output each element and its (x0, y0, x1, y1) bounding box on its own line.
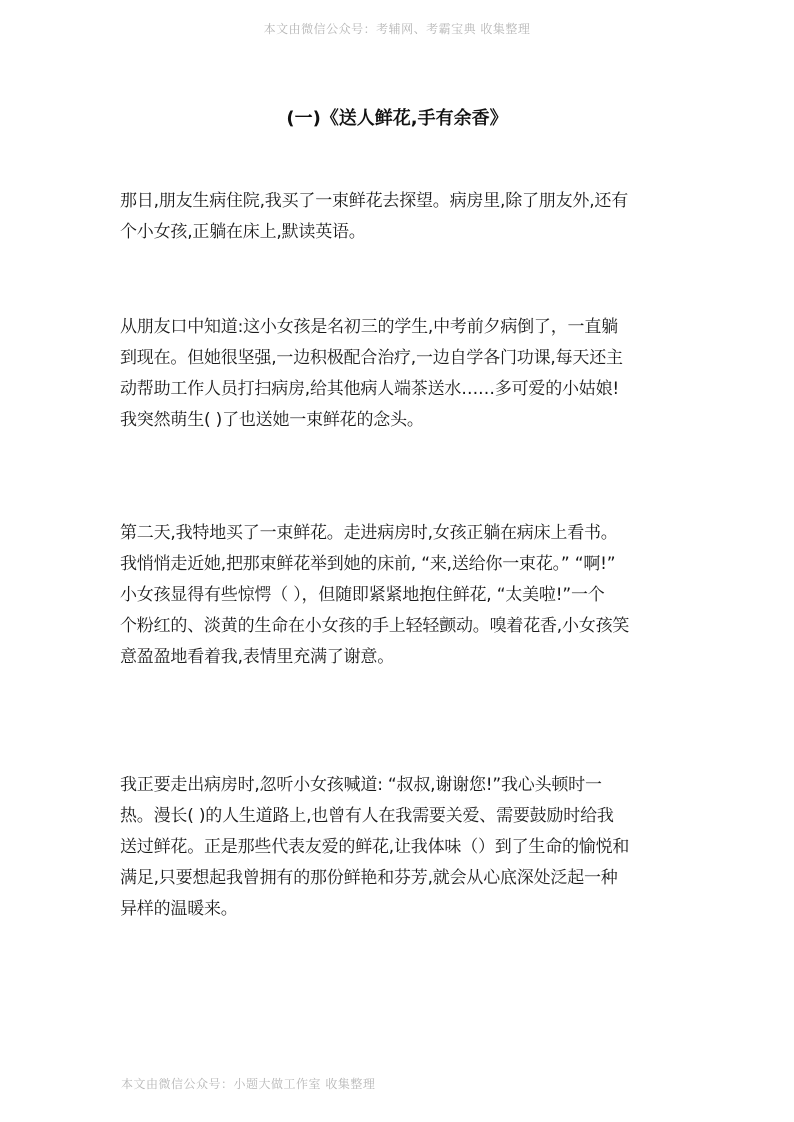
paragraph-line: 动帮助工作人员打扫病房,给其他病人端茶送水……多可爱的小姑娘! (120, 379, 620, 399)
footer-watermark: 本文由微信公众号：小题大做工作室 收集整理 (121, 1077, 376, 1091)
paragraph-line: 意盈盈地看着我,表情里充满了谢意。 (120, 647, 395, 667)
paragraph-line: 我悄悄走近她,把那束鲜花举到她的床前, “来,送给你一束花。” “啊!” (120, 554, 616, 574)
paragraph-line: 异样的温暖来。 (120, 899, 238, 919)
paragraph-line: 个小女孩,正躺在床上,默读英语。 (120, 222, 366, 242)
paragraph-line: 我正要走出病房时,忽听小女孩喊道: “叔叔,谢谢您!”我心头顿时一 (120, 775, 602, 795)
paragraph-line: 热。漫长( )的人生道路上,也曾有人在我需要关爱、需要鼓励时给我 (120, 806, 614, 826)
paragraph-line: 个粉红的、淡黄的生命在小女孩的手上轻轻颤动。嗅着花香,小女孩笑 (120, 616, 630, 636)
paragraph-1 (120, 186, 676, 248)
paragraph-line: 我突然萌生( )了也送她一束鲜花的念头。 (120, 410, 424, 430)
paragraph-line: 到现在。但她很坚强,一边积极配合治疗,一边自学各门功课,每天还主 (120, 348, 623, 368)
paragraph-2 (120, 312, 676, 436)
header-watermark: 本文由微信公众号：考辅网、考霸宝典 收集整理 (263, 22, 531, 36)
paragraph-line: 送过鲜花。正是那些代表友爱的鲜花,让我体味（）到了生命的愉悦和 (120, 837, 630, 857)
paragraph-line: 那日,朋友生病住院,我买了一束鲜花去探望。病房里,除了朋友外,还有 (120, 191, 629, 211)
paragraph-4 (120, 770, 676, 925)
paragraph-line: 第二天,我特地买了一束鲜花。走进病房时,女孩正躺在病床上看书。 (120, 523, 618, 543)
article-title: (一)《送人鲜花,手有余香》 (286, 108, 508, 129)
paragraph-line: 从朋友口中知道:这小女孩是名初三的学生,中考前夕病倒了，一直躺 (120, 317, 618, 337)
paragraph-line: 小女孩显得有些惊愕（ ），但随即紧紧地抱住鲜花, “太美啦!”一个 (120, 585, 605, 605)
paragraph-line: 满足,只要想起我曾拥有的那份鲜艳和芬芳,就会从心底深处泛起一种 (120, 868, 618, 888)
paragraph-3 (120, 518, 676, 673)
